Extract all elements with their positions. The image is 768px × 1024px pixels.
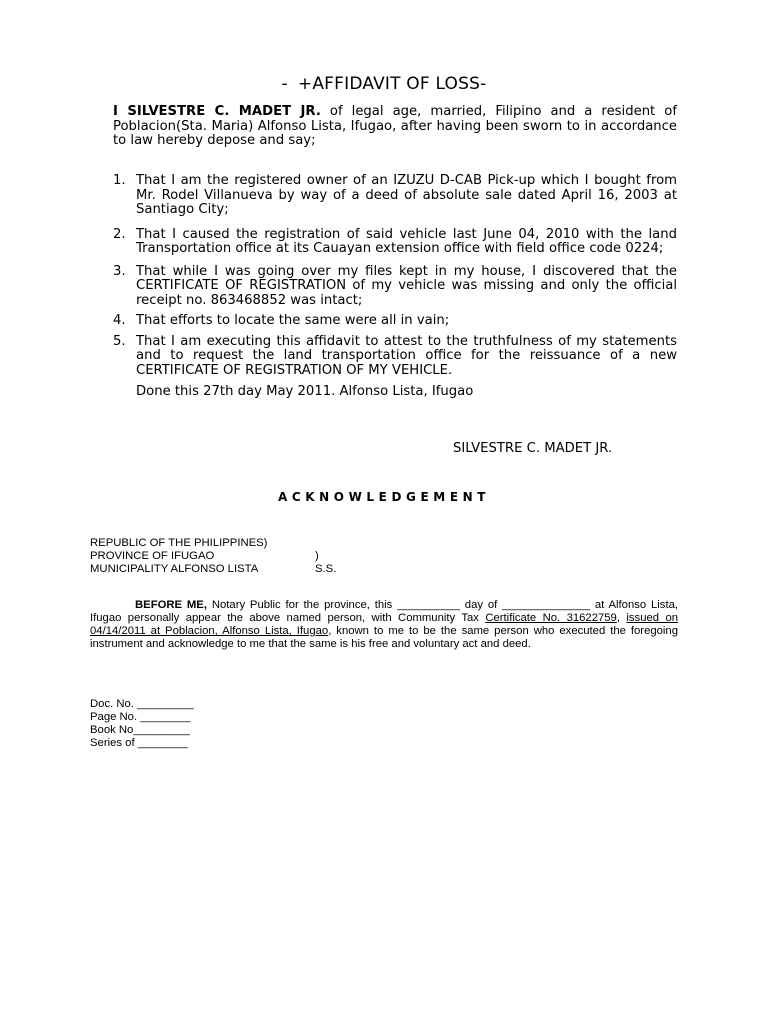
notary-text-part2: , known to me to be the same person who executed the foregoing instrument and acknowledge to me that the same is his free and voluntary act and deed. — [90, 625, 678, 650]
statement-number: 4. — [113, 313, 126, 328]
docket-block — [90, 698, 194, 750]
intro-text: of legal age, married, Filipino and a resident of Poblacion(Sta. Maria) Alfonso Lista, Ifugao, after having been sworn to in accordance to law hereby depose and say; — [113, 104, 677, 148]
statement-item — [113, 265, 677, 309]
ctc-issued: issued on 04/14/2011 at Poblacion, Alfonso Lista, Ifugao — [90, 612, 679, 637]
notary-sep: , — [616, 612, 627, 624]
venue-ss: ) S.S. — [315, 550, 337, 575]
statement-text: That while I was going over my files kept in my house, I discovered that the CERTIFICATE OF REGISTRATION of my vehicle was missing and only the official receipt no. 863468852 was intact; — [136, 263, 677, 308]
statement-number: 1. — [113, 173, 126, 188]
series-of: Series of ________ — [90, 737, 188, 749]
statement-number: 2. — [113, 226, 126, 242]
statement-text: That I am the registered owner of an IZUZU D-CAB Pick-up which I bought from Mr. Rodel Villanueva by way of a deed of absolute sale dated April 16, 2003 at Santiago City; — [136, 173, 677, 217]
statement-text: That I caused the registration of said vehicle last June 04, 2010 with the land Transportation office at its Cauayan extension office with field office code 0224; — [136, 226, 677, 256]
title-dash: - — [281, 74, 288, 94]
numbered-statements — [113, 174, 677, 400]
title-text: +AFFIDAVIT OF LOSS- — [297, 74, 487, 94]
notary-lead: BEFORE ME, — [135, 599, 207, 611]
statement-item — [113, 335, 677, 379]
notary-paragraph — [90, 599, 678, 651]
venue-municipality: MUNICIPALITY ALFONSO LISTA — [90, 563, 259, 575]
book-number: Book No_________ — [90, 724, 190, 736]
doc-number: Doc. No. _________ — [90, 698, 194, 710]
venue-block — [90, 537, 337, 576]
done-line: Done this 27th day May 2011. Alfonso Lista, Ifugao — [136, 384, 474, 399]
signature-name: SILVESTRE C. MADET JR. — [453, 441, 613, 456]
intro-paragraph — [113, 105, 677, 149]
page-number: Page No. ________ — [90, 711, 191, 723]
statement-text: That I am executing this affidavit to attest to the truthfulness of my statements and to request the land transportation office for the reissuance of a new CERTIFICATE OF REGISTRATION OF MY VEHICLE. — [136, 333, 677, 378]
statement-item — [113, 314, 677, 329]
statement-number: 5. — [113, 333, 126, 349]
ctc-number: Certificate No. 31622759 — [485, 612, 617, 624]
notary-text-part1: Notary Public for the province, this __________ day of ______________ at Alfonso Lista, Ifugao personally appear the above named person, with Community Tax — [90, 599, 679, 624]
venue-republic: REPUBLIC OF THE PHILIPPINES) — [90, 537, 268, 549]
document-title — [0, 74, 768, 94]
statement-text: That efforts to locate the same were all in vain; — [136, 313, 450, 328]
acknowledgement-heading: ACKNOWLEDGEMENT — [277, 490, 491, 504]
statement-item — [113, 228, 677, 257]
statement-number: 3. — [113, 263, 126, 279]
statement-item — [113, 174, 677, 218]
venue-province: PROVINCE OF IFUGAO — [90, 550, 215, 562]
affiant-name: I SILVESTRE C. MADET JR. — [113, 104, 321, 119]
